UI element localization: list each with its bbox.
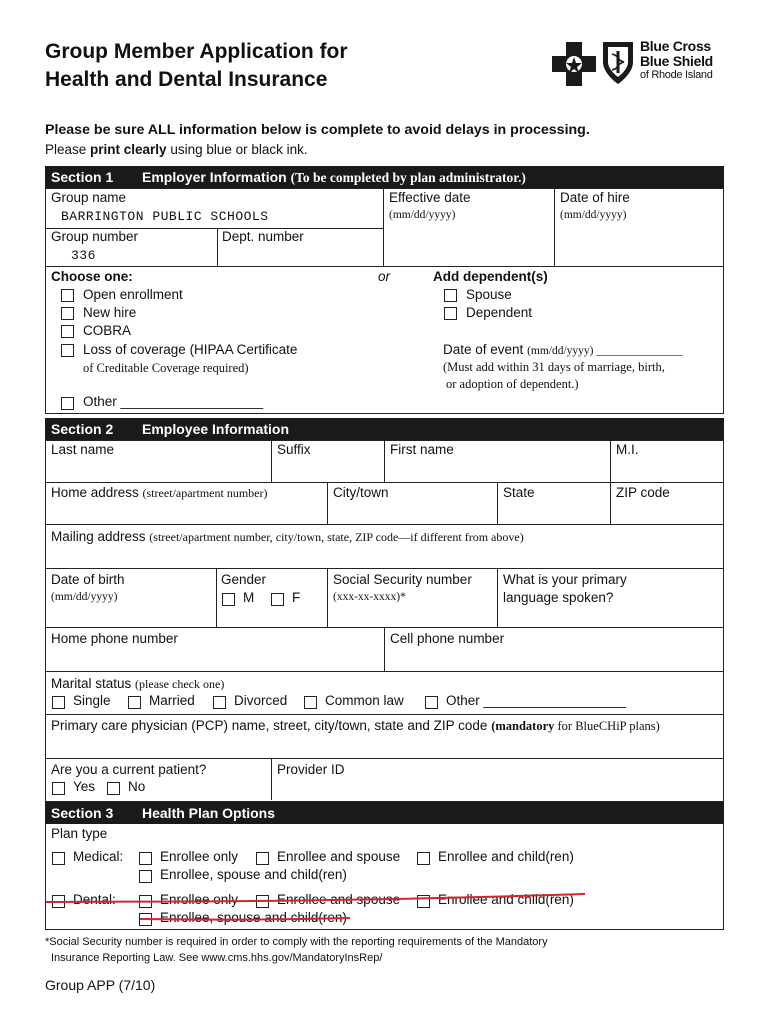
group-name-label: Group name (51, 190, 127, 205)
date-of-event-note2: or adoption of dependent.) (446, 377, 579, 391)
marital-other-label[interactable]: Other ___________________ (446, 693, 627, 708)
ssn-format: (xxx-xx-xxxx)* (333, 591, 406, 603)
marital-divorced-checkbox[interactable] (213, 696, 226, 709)
first-name-label[interactable]: First name (390, 442, 454, 457)
section1-header (45, 166, 724, 188)
open-enrollment-checkbox[interactable] (61, 289, 74, 302)
medical-enrollee-children-label: Enrollee and child(ren) (438, 849, 574, 864)
medical-label: Medical: (73, 849, 124, 864)
current-patient-yes-label: Yes (73, 779, 96, 794)
marital-common-law-checkbox[interactable] (304, 696, 317, 709)
loss-of-coverage-label: Loss of coverage (HIPAA Certificate (83, 342, 298, 357)
city-town-label[interactable]: City/town (333, 485, 389, 500)
effective-date-label: Effective date (389, 190, 471, 205)
section2-number: Section 2 (51, 421, 114, 437)
footnote (45, 934, 645, 966)
dependent-label: Dependent (466, 305, 533, 320)
state-label[interactable]: State (503, 485, 535, 500)
plan-type-label: Plan type (51, 826, 108, 841)
dept-number-label: Dept. number (222, 229, 304, 244)
dental-enrollee-children-label: Enrollee and child(ren) (438, 892, 574, 907)
cobra-checkbox[interactable] (61, 325, 74, 338)
ssn-label[interactable]: Social Security number (333, 572, 472, 587)
choose-one-label: Choose one: (51, 269, 133, 284)
marital-other-checkbox[interactable] (425, 696, 438, 709)
form-id: Group APP (7/10) (45, 977, 156, 993)
date-of-hire-field[interactable]: (mm/dd/yyyy) (560, 209, 627, 221)
dob-format: (mm/dd/yyyy) (51, 591, 118, 603)
dental-enrollee-spouse-children-label: Enrollee, spouse and child(ren) (160, 910, 347, 925)
medical-enrollee-spouse-checkbox[interactable] (256, 852, 269, 865)
spouse-checkbox[interactable] (444, 289, 457, 302)
marital-single-checkbox[interactable] (52, 696, 65, 709)
medical-enrollee-only-label: Enrollee only (160, 849, 239, 864)
dental-enrollee-spouse-label: Enrollee and spouse (277, 892, 401, 907)
gender-f-checkbox[interactable] (271, 593, 284, 606)
marital-divorced-label: Divorced (234, 693, 288, 708)
dob-label[interactable]: Date of birth (51, 572, 125, 587)
section3-title: Health Plan Options (142, 805, 276, 821)
cell-phone-label[interactable]: Cell phone number (390, 631, 505, 646)
form-title (45, 38, 348, 94)
logo-text-line1: Blue Cross (640, 38, 711, 54)
logo-text-line2: Blue Shield (640, 53, 713, 69)
medical-enrollee-spouse-children-label: Enrollee, spouse and child(ren) (160, 867, 347, 882)
section3-header (45, 802, 724, 824)
marital-married-checkbox[interactable] (128, 696, 141, 709)
dental-enrollee-only-label: Enrollee only (160, 892, 239, 907)
spouse-label: Spouse (466, 287, 512, 302)
cross-icon (552, 42, 596, 86)
add-dependents-label: Add dependent(s) (433, 269, 548, 284)
shield-icon (600, 40, 636, 86)
medical-enrollee-children-checkbox[interactable] (417, 852, 430, 865)
loss-of-coverage-checkbox[interactable] (61, 344, 74, 357)
date-of-event-note1: (Must add within 31 days of marriage, birth, (443, 360, 665, 374)
or-label: or (378, 269, 391, 284)
group-name-field[interactable]: BARRINGTON PUBLIC SCHOOLS (61, 209, 269, 224)
current-patient-yes-checkbox[interactable] (52, 782, 65, 795)
section3-number: Section 3 (51, 805, 114, 821)
marital-single-label: Single (73, 693, 111, 708)
logo-text-line3: of Rhode Island (640, 69, 713, 81)
language-label-line1[interactable]: What is your primary (503, 572, 627, 587)
cobra-label: COBRA (83, 323, 132, 338)
current-patient-no-label: No (128, 779, 146, 794)
gender-f-label: F (292, 590, 301, 605)
mi-label[interactable]: M.I. (616, 442, 639, 457)
form-title-line2: Health and Dental Insurance (45, 68, 328, 91)
home-address-label[interactable]: Home address (street/apartment number) (51, 485, 268, 500)
section1-number: Section 1 (51, 169, 114, 185)
notice-plain: Please print clearly using blue or black ink. (45, 142, 308, 157)
section2-title: Employee Information (142, 421, 290, 437)
dental-strikethrough (40, 890, 600, 930)
medical-checkbox[interactable] (52, 852, 65, 865)
new-hire-label: New hire (83, 305, 137, 320)
group-number-label: Group number (51, 229, 139, 244)
dental-label: Dental: (73, 892, 116, 907)
suffix-label[interactable]: Suffix (277, 442, 311, 457)
gender-label: Gender (221, 572, 267, 587)
bcbs-logo (552, 40, 727, 90)
loss-of-coverage-note: of Creditable Coverage required) (83, 361, 249, 375)
medical-enrollee-spouse-children-checkbox[interactable] (139, 870, 152, 883)
footnote-line1: *Social Security number is required in order to comply with the reporting requirements of the Mandatory (45, 936, 548, 948)
gender-m-checkbox[interactable] (222, 593, 235, 606)
mailing-address-label[interactable]: Mailing address (street/apartment number, city/town, state, ZIP code—if different from above) (51, 529, 524, 544)
medical-enrollee-spouse-label: Enrollee and spouse (277, 849, 401, 864)
dependent-checkbox[interactable] (444, 307, 457, 320)
form-title-line1: Group Member Application for (45, 40, 348, 63)
marital-married-label: Married (149, 693, 195, 708)
open-enrollment-label: Open enrollment (83, 287, 183, 302)
gender-m-label: M (243, 590, 255, 605)
current-patient-no-checkbox[interactable] (107, 782, 120, 795)
date-of-hire-label: Date of hire (560, 190, 630, 205)
last-name-label[interactable]: Last name (51, 442, 115, 457)
zip-code-label[interactable]: ZIP code (616, 485, 670, 500)
marital-common-law-label: Common law (325, 693, 404, 708)
home-phone-label[interactable]: Home phone number (51, 631, 178, 646)
language-label-line2: language spoken? (503, 590, 614, 605)
provider-id-label[interactable]: Provider ID (277, 762, 345, 777)
other-checkbox[interactable] (61, 397, 74, 410)
section1-title: Employer Information (142, 169, 287, 185)
other-label[interactable]: Other ___________________ (83, 394, 264, 409)
notice-bold: Please be sure ALL information below is complete to avoid delays in processing. (45, 122, 590, 138)
medical-enrollee-only-checkbox[interactable] (139, 852, 152, 865)
section2-header (45, 418, 724, 440)
new-hire-checkbox[interactable] (61, 307, 74, 320)
effective-date-field[interactable]: (mm/dd/yyyy) (389, 209, 456, 221)
date-of-event-label[interactable]: Date of event (mm/dd/yyyy) _______________ (443, 342, 683, 357)
group-number-field[interactable]: 336 (71, 248, 96, 263)
footnote-line2: Insurance Reporting Law. See www.cms.hhs.gov/MandatoryInsRep/ (51, 952, 383, 964)
pcp-label[interactable]: Primary care physician (PCP) name, street, city/town, state and ZIP code (mandatory for BlueCHiP plans) (51, 718, 660, 733)
section1-note: (To be completed by plan administrator.) (290, 170, 526, 185)
marital-status-label: Marital status (please check one) (51, 676, 225, 691)
current-patient-label: Are you a current patient? (51, 762, 207, 777)
